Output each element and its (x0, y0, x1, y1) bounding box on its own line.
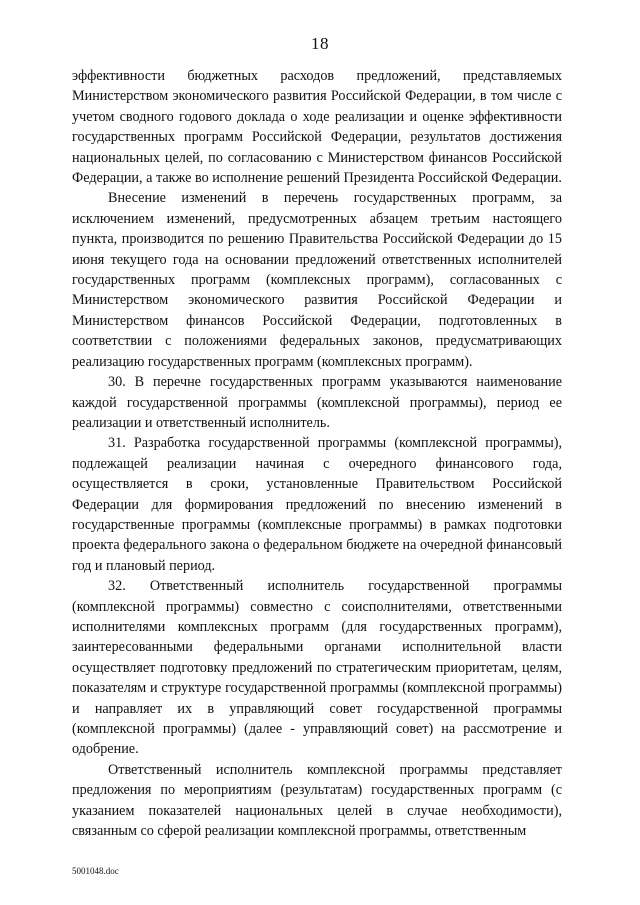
paragraph-item-30: 30. В перечне государственных программ указываются наименование каждой государственной программы (комплексной программы), период ее реализации и ответственный исполнитель. (72, 374, 562, 431)
paragraph-item-32: 32. Ответственный исполнитель государственной программы (комплексной программы) совместно с соисполнителями, ответственными исполнителями комплексных программ (для государственных программ), заинтересованными федеральными органами исполнительной власти осуществляет подготовку предложений по стратегическим приоритетам, целям, показателям и структуре государственной программы (комплексной программы) и направляет их в управляющий совет государственной программы (комплексной программы) (далее - управляющий совет) на рассмотрение и одобрение. (72, 578, 562, 758)
paragraph-continuation: эффективности бюджетных расходов предложений, представляемых Министерством экономического развития Российской Федерации, в том числе с учетом сводного годового доклада о ходе реализации и оценке эффективности государственных программ Российской Федерации, результатов достижения национальных целей, по согласованию с Министерством финансов Российской Федерации, а также во исполнение решений Президента Российской Федерации. (72, 68, 562, 187)
paragraph-list-changes: Внесение изменений в перечень государственных программ, за исключением изменений, предусмотренных абзацем третьим настоящего пункта, производится по решению Правительства Российской Федерации до 15 июня текущего года на основании предложений ответственных исполнителей государственных программ (комплексных программ), согласованных с Министерством экономического развития Российской Федерации и Министерством финансов Российской Федерации, подготовленных в соответствии с положениями федеральных законов, предусматривающих реализацию государственных программ (комплексных программ). (72, 190, 562, 370)
paragraph-item-31: 31. Разработка государственной программы (комплексной программы), подлежащей реализации начиная с очередного финансового года, осуществляется в сроки, установленные Правительством Российской Федерации для формирования предложений по внесению изменений в государственные программы (комплексные программы) в рамках подготовки проекта федерального закона о федеральном бюджете на очередной финансовый год и плановый период. (72, 435, 562, 574)
paragraph-complex-program: Ответственный исполнитель комплексной программы представляет предложения по мероприятиям (результатам) государственных программ (с указанием показателей национальных целей в случае необходимости), связанным со сферой реализации комплексной программы, ответственным (72, 761, 562, 840)
document-body (72, 66, 562, 841)
page-number: 18 (311, 34, 329, 53)
file-code-footer: 5001048.doc (72, 866, 119, 876)
